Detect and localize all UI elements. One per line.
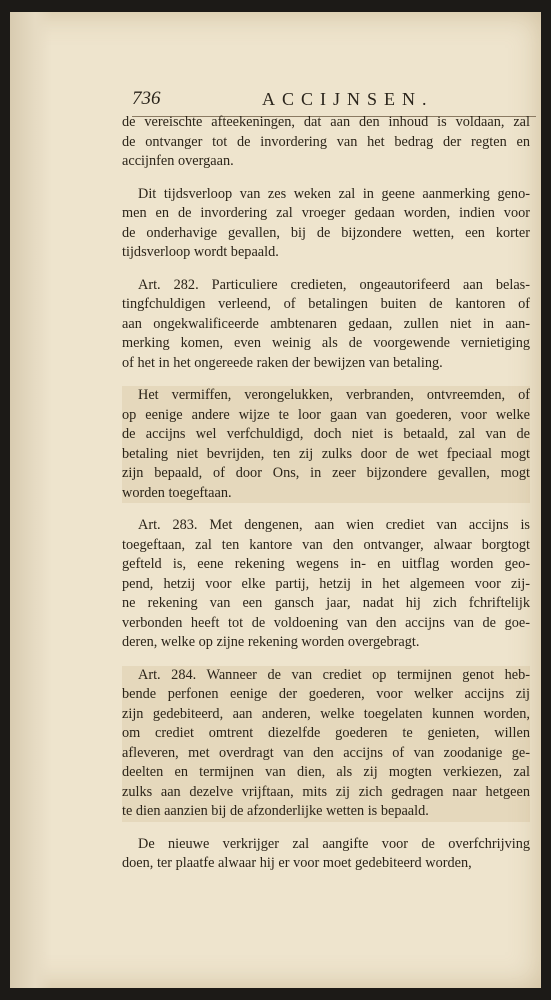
text-line: of het in het ongereede raken der bewijzen van betaling. [122, 354, 443, 371]
text-line: om crediet omtrent diezelfde goederen te genieten, willen [122, 725, 530, 741]
text-line: pend, hetzij voor elke partij, hetzij in het algemeen voor zij- [122, 575, 530, 592]
paragraph [122, 666, 530, 822]
text-line: afleveren, met overdragt van den accijns of van zoodanige ge- [122, 744, 530, 761]
paragraph [122, 835, 530, 874]
text-line: op eenige andere wijze te loor gaan van goederen, voor welke [122, 406, 530, 423]
text-line: Het vermiffen, verongelukken, verbranden, ontvreemden, of [138, 387, 530, 403]
text-line: zijn gedebiteerd, aan anderen, welke toegelaten kunnen worden, [122, 705, 530, 722]
page-gutter [10, 12, 52, 988]
text-line: Art. 283. Met dengenen, aan wien crediet van accijns is [138, 517, 530, 533]
paragraph [122, 185, 530, 263]
text-line: ne rekening van een gansch jaar, nadat hij zich fchriftelijk [122, 595, 530, 611]
text-line: te dien aanzien bij de afzonderlijke wetten is bepaald. [122, 803, 429, 819]
text-line: Art. 284. Wanneer de van crediet op termijnen genot heb- [138, 666, 530, 683]
text-line: toegeftaan, zal ten kantore van den ontvanger, alwaar borgtogt [122, 536, 530, 553]
text-line: deelten en termijnen van dien, als zij mogten verkiezen, zal [122, 764, 530, 780]
running-head: ACCIJNSEN. [262, 89, 434, 109]
text-line: de vereischte afteekeningen, dat aan den inhoud is voldaan, zal [122, 114, 530, 130]
text-line: Art. 282. Particuliere credieten, ongeautorifeerd aan belas- [138, 276, 530, 293]
text-line: tijdsverloop wordt bepaald. [122, 244, 279, 260]
paragraph [122, 113, 530, 172]
text-line: merking komen, even weinig als de voorgewende vernietiging [122, 335, 530, 351]
text-line: gefteld is, eene rekening wegens in- en uitflag worden geo- [122, 556, 530, 572]
text-line: betaling niet bevrijden, ten zij zulks door de wet fpeciaal mogt [122, 445, 530, 462]
text-line: aan ongekwalificeerde ambtenaren gedaan, zullen niet in aan- [122, 315, 530, 332]
text-line: deren, welke op zijne rekening worden overgebragt. [122, 634, 420, 650]
text-line: verbonden heeft tot de voldoening van den accijns van de goe- [122, 614, 530, 631]
text-line: zijn bepaald, of door Ons, in zeer bijzondere gevallen, mogt [122, 465, 530, 481]
text-line: Dit tijdsverloop van zes weken zal in geene aanmerking geno- [138, 185, 530, 202]
page-number: 736 [132, 88, 161, 109]
text-line: de onderhavige gevallen, bij de bijzondere wetten, een korter [122, 224, 530, 241]
text-line: de ontvanger tot de invordering van het bedrag der regten en [122, 133, 530, 150]
text-line: De nieuwe verkrijger zal aangifte voor de overfchrijving [138, 835, 530, 852]
page-body [122, 113, 530, 887]
text-line: accijnfen overgaan. [122, 153, 234, 169]
paragraph [122, 386, 530, 503]
paragraph [122, 516, 530, 653]
paragraph [122, 276, 530, 374]
text-line: zulks aan dezelve vrijftaan, mits zij zich gedragen naar hetgeen [122, 783, 530, 800]
text-line: doen, ter plaatfe alwaar hij er voor moet gedebiteerd worden, [122, 855, 472, 871]
text-line: de accijns wel verfchuldigd, doch niet is betaald, zal van de [122, 426, 530, 442]
text-line: bende perfonen eenige der goederen, voor welker accijns zij [122, 686, 530, 702]
text-line: men en de invordering zal vroeger gedaan worden, indien voor [122, 205, 530, 221]
text-line: tingfchuldigen verleend, of betalingen buiten de kantoren of [122, 296, 530, 312]
text-line: worden toegeftaan. [122, 484, 232, 501]
